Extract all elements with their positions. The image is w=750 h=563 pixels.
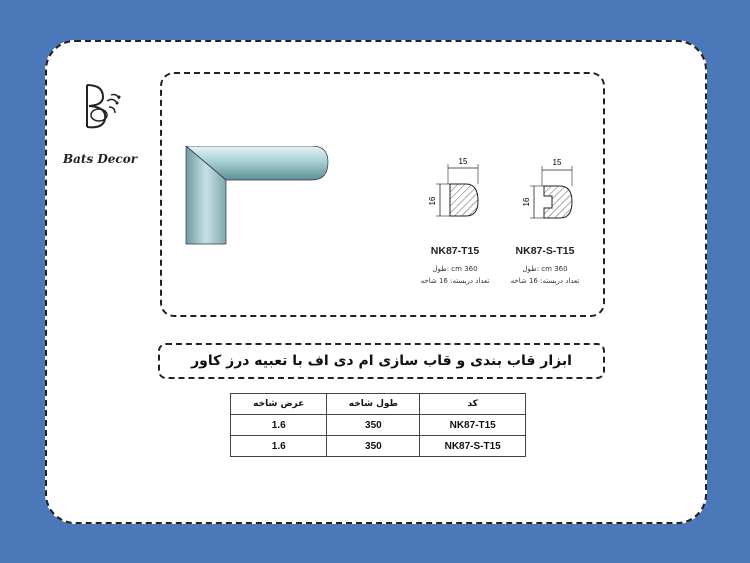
- cell-width: 1.6: [231, 415, 327, 436]
- profile-nk87-s-t15: [500, 152, 590, 292]
- cell-width: 1.6: [231, 436, 327, 457]
- product-bundle: تعداد دربسته: 16 شاخه: [510, 277, 580, 285]
- product-code: NK87-T15: [430, 245, 480, 257]
- product-code: NK87-S-T15: [515, 245, 575, 257]
- product-title: ابزار قاب بندی و قاب سازی ام دی اف با تعبیه درز کاور: [191, 353, 572, 369]
- column-header-code: کد: [420, 394, 526, 415]
- table-row: [231, 436, 526, 457]
- product-card: [45, 40, 707, 524]
- molding-corner-illustration: [184, 146, 329, 246]
- spec-table: [230, 393, 526, 457]
- table-row: [231, 415, 526, 436]
- profile-section-diagram: [500, 152, 590, 232]
- width-dimension-label: 15: [458, 157, 468, 166]
- cell-length: 350: [327, 415, 420, 436]
- logo-mark-icon: [59, 77, 139, 139]
- profile-nk87-t15: [410, 154, 500, 294]
- column-header-width: عرض شاخه: [231, 394, 327, 415]
- brand-name: Bats Decor: [63, 152, 138, 166]
- product-bundle: تعداد دربسته: 16 شاخه: [420, 277, 490, 285]
- table-header-row: [231, 394, 526, 415]
- brand-logo: [59, 77, 139, 166]
- width-dimension-label: 15: [552, 158, 562, 167]
- cell-code: NK87-S-T15: [420, 436, 526, 457]
- column-header-length: طول شاخه: [327, 394, 420, 415]
- product-length: 360 cm :طول: [432, 265, 478, 273]
- cell-length: 350: [327, 436, 420, 457]
- height-dimension-label: 16: [428, 196, 437, 206]
- cell-code: NK87-T15: [420, 415, 526, 436]
- product-title-box: [158, 343, 605, 379]
- height-dimension-label: 16: [522, 197, 531, 207]
- drawing-panel: [160, 72, 605, 317]
- product-length: 360 cm :طول: [522, 265, 568, 273]
- profile-section-diagram: [410, 154, 500, 234]
